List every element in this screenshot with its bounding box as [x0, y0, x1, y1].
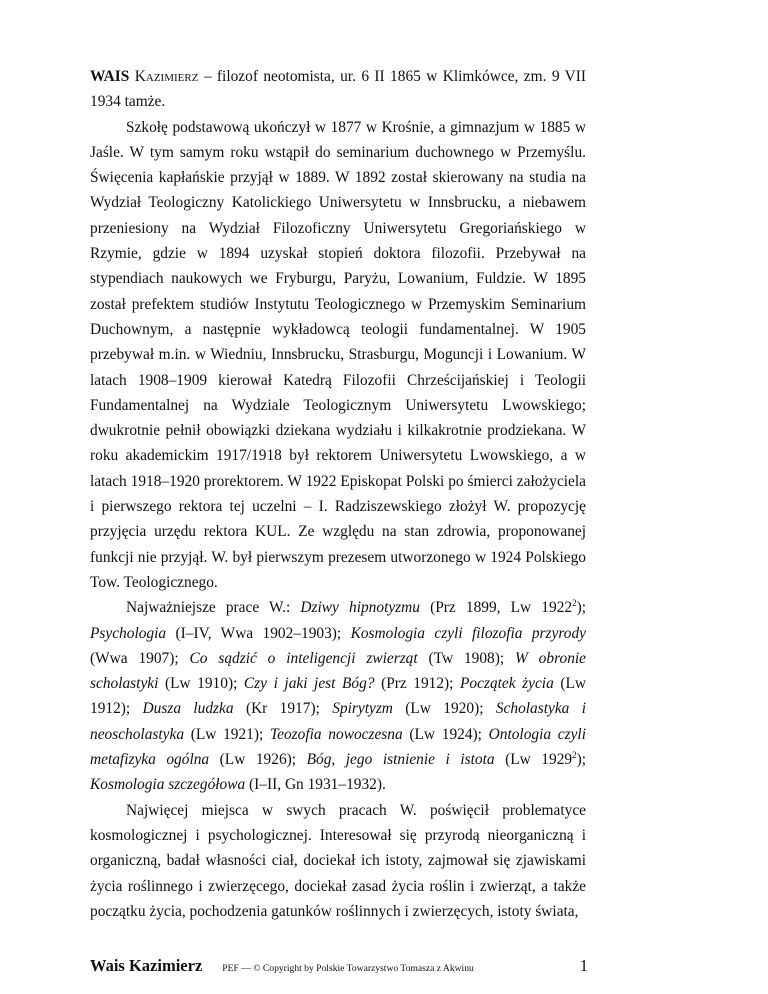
- works-text: (Lw 1920);: [392, 700, 496, 718]
- work-title: Bóg, jego istnienie i istota: [306, 751, 495, 769]
- works-text: (Prz 1912);: [374, 675, 461, 693]
- works-text: (I–IV, Wwa 1902–1903);: [166, 624, 351, 642]
- works-text: (I–II, Gn 1931–1932).: [245, 776, 386, 794]
- page-number: 1: [579, 956, 588, 975]
- works-text: );: [576, 599, 586, 617]
- footer-author: Wais Kazimierz: [90, 956, 203, 975]
- work-title: Psychologia: [90, 624, 167, 642]
- article-body: [90, 64, 586, 924]
- edition-superscript: 2: [572, 750, 577, 761]
- work-title: Co sądzić o inteligencji zwierząt: [189, 649, 418, 667]
- work-title: Kosmologia szczegółowa: [90, 776, 246, 794]
- works-text: (Prz 1899, Lw 1922: [419, 599, 573, 617]
- paragraph-biography: Szkołę podstawową ukończył w 1877 w Krośnie, a gimnazjum w 1885 w Jaśle. W tym samym roku wstąpił do seminarium duchownego w Przemyślu. Święcenia kapłańskie przyjął w 1889. W 1892 został skierowany na studia na Wydział Teologiczny Katolickiego Uniwersytetu w Innsbrucku, a niebawem przeniesiony na Wydział Filozoficzny Uniwersytetu Gregoriańskiego w Rzymie, gdzie w 1894 uzyskał stopień doktora filozofii. Przebywał na stypendiach naukowych we Fryburgu, Paryżu, Lowanium, Fuldzie. W 1895 został prefektem studiów Instytutu Teologicznego w Przemyskim Seminarium Duchownym, a następnie wykładowcą teologii fundamentalnej. W 1905 przebywał m.in. w Wiedniu, Innsbrucku, Strasburgu, Moguncji i Lowanium. W latach 1908–1909 kierował Katedrą Filozofii Chrześcijańskiej i Teologii Fundamentalnej na Wydziale Teologicznym Uniwersytetu Lwowskiego; dwukrotnie pełnił obowiązki dziekana wydziału i kilkakrotnie prodziekana. W roku akademickim 1917/1918 był rektorem Uniwersytetu Lwowskiego, a w latach 1918–1920 prorektorem. W 1922 Episkopat Polski po śmierci założyciela i pierwszego rektora tej uczelni – I. Radziszewskiego złożył W. propozycję przyjęcia urzędu rektora KUL. Ze względu na stan zdrowia, proponowanej funkcji nie przyjął. W. był pierwszym prezesem utworzonego w 1924 Polskiego Tow. Teologicznego.: [90, 118, 586, 591]
- footer-copyright: PEF — © Copyright by Polskie Towarzystwo Tomasza z Akwinu: [222, 963, 474, 974]
- page-footer: [90, 956, 588, 980]
- works-text: (Lw 1912);: [90, 675, 586, 718]
- entry-firstname: Kazimierz: [134, 68, 199, 85]
- work-title: W obronie scholastyki: [90, 649, 586, 693]
- works-text: (Wwa 1907);: [90, 649, 190, 667]
- works-text: (Lw 1910);: [158, 675, 244, 693]
- entry-surname: WAIS: [90, 68, 130, 85]
- entry-intro: – filozof neotomista, ur. 6 II 1865 w Klimkówce, zm. 9 VII 1934 tamże.: [90, 68, 586, 111]
- works-text: (Lw 1921);: [184, 725, 270, 743]
- paragraph-works: [90, 595, 586, 797]
- work-title: Spirytyzm: [332, 700, 393, 718]
- edition-superscript: 2: [572, 598, 577, 609]
- work-title: Dziwy hipnotyzmu: [300, 599, 420, 617]
- works-text: (Lw 1929: [494, 751, 573, 769]
- entry-heading: [90, 64, 586, 115]
- works-text: (Lw 1926);: [209, 751, 307, 769]
- paragraph-themes: Najwięcej miejsca w swych pracach W. poświęcił problematyce kosmologicznej i psychologicznej. Interesował się przyrodą nieorganiczną i organiczną, badał własności ciał, dociekał ich istoty, zajmował się zjawiskami życia roślinnego i zwierzęcego, dociekał zasad życia roślin i zwierząt, a także początku życia, pochodzenia gatunków roślinnych i zwierzęcych, istoty świata,: [90, 801, 586, 920]
- works-text: (Tw 1908);: [417, 649, 515, 667]
- work-title: Ontologia czyli metafizyka ogólna: [90, 725, 586, 769]
- works-text: (Kr 1917);: [233, 700, 333, 718]
- work-title: Teozofia nowoczesna: [269, 725, 403, 743]
- work-title: Scholastyka i neoscholastyka: [90, 700, 586, 743]
- work-title: Początek życia: [460, 675, 554, 693]
- works-text: Najważniejsze prace W.:: [126, 599, 301, 617]
- work-title: Dusza ludzka: [142, 700, 234, 718]
- works-text: );: [576, 751, 586, 769]
- work-title: Kosmologia czyli filozofia przyrody: [350, 624, 586, 642]
- work-title: Czy i jaki jest Bóg?: [243, 675, 375, 693]
- works-text: (Lw 1924);: [402, 725, 489, 743]
